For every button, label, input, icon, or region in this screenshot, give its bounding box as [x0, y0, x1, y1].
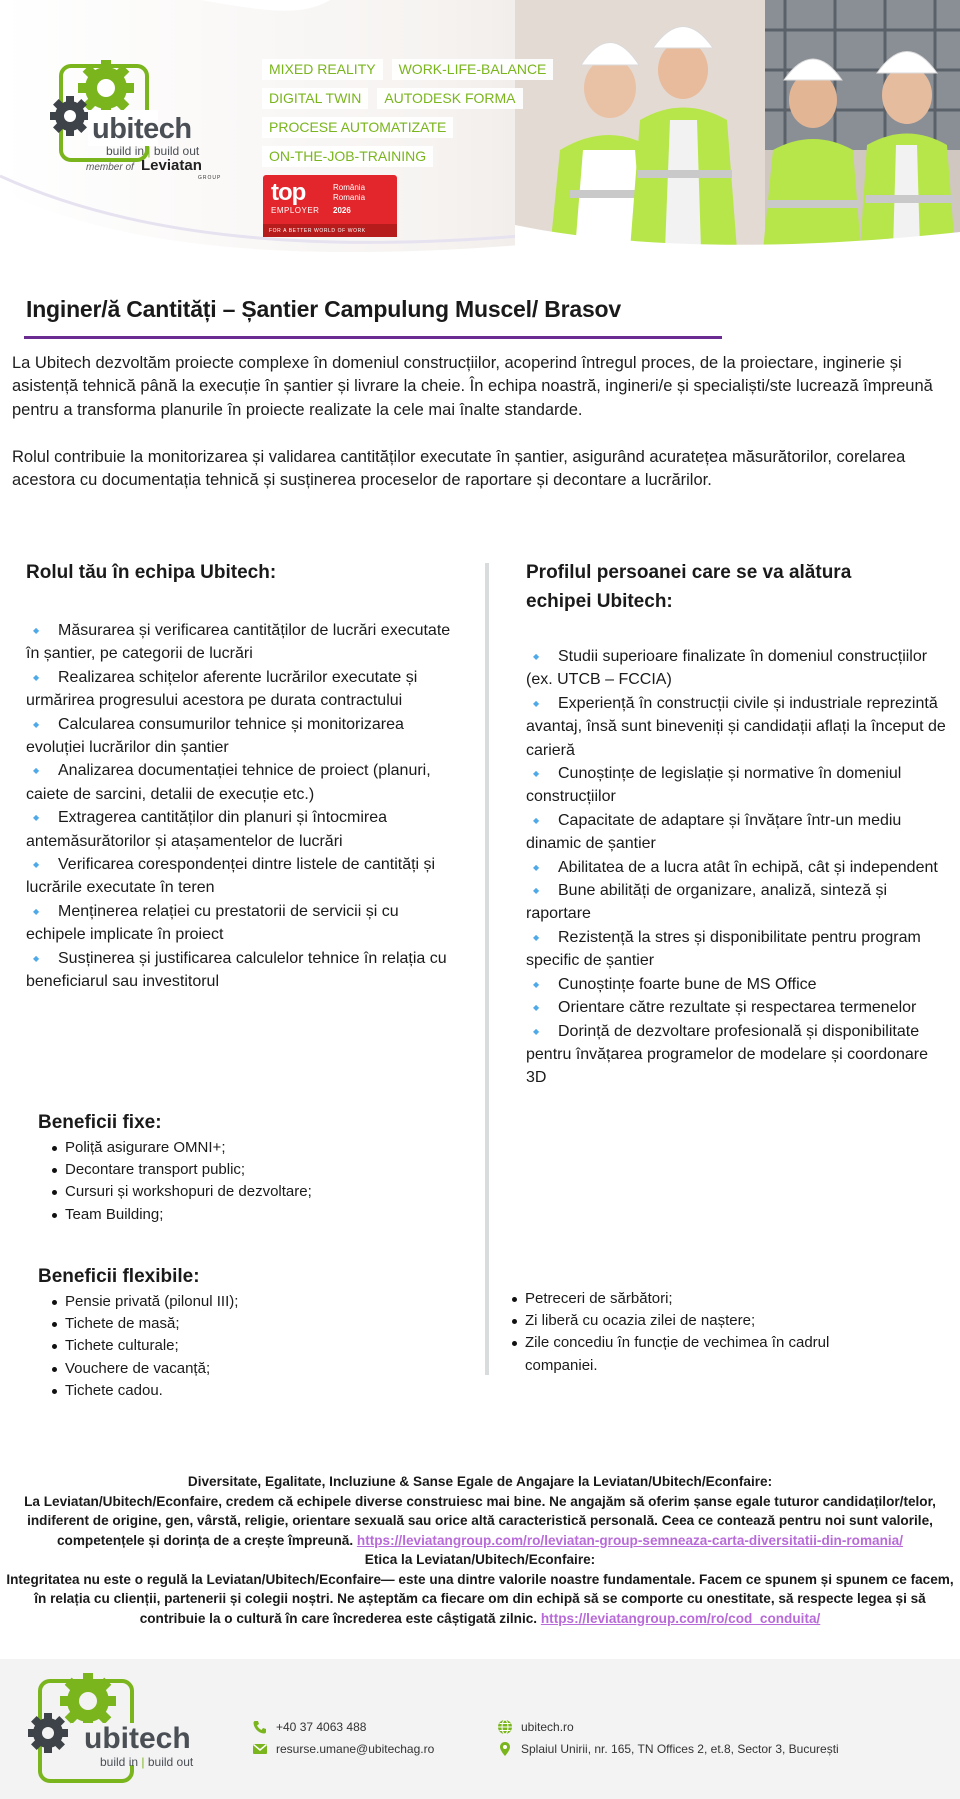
profile-heading: Profilul persoanei care se va alătura echipei Ubitech:	[526, 562, 852, 612]
logo-tagline: build in | build out	[106, 144, 200, 158]
list-item: ◆ Măsurarea și verificarea cantităților de lucrări executate în șantier, pe categorii de lucrări	[26, 619, 456, 666]
list-item: Cursuri și workshopuri de dezvoltare;	[65, 1181, 465, 1203]
role-heading: Rolul tău în echipa Ubitech:	[26, 562, 277, 583]
diversity-link[interactable]: https://leviatangroup.com/ro/leviatan-group-semneaza-carta-diversitatii-din-romania/	[356, 1532, 904, 1548]
footer-address: Splaiul Unirii, nr. 165, TN Offices 2, et.8, Sector 3, București	[497, 1741, 839, 1757]
list-item: Tichete culturale;	[65, 1335, 465, 1357]
tag-mixed-reality: MIXED REALITY	[262, 59, 383, 80]
job-title: Inginer/ă Cantități – Șantier Campulung Muscel/ Brasov	[26, 296, 621, 322]
list-item: ◆ Dorință de dezvoltare profesională și disponibilitate pentru învățarea programelor de modelare și coordonare 3D	[526, 1020, 946, 1090]
top-employer-mark: top	[271, 179, 306, 206]
phone-icon	[252, 1719, 268, 1735]
list-item: ◆ Analizarea documentației tehnice de proiect (planuri, caiete de sarcini, detalii de execuție etc.)	[26, 759, 456, 806]
list-item: ◆ Calcularea consumurilor tehnice și monitorizarea evoluției lucrărilor din șantier	[26, 713, 456, 760]
list-item: Team Building;	[65, 1204, 465, 1226]
top-employer-year: 2026	[333, 206, 351, 215]
flexible-benefits-list	[65, 1291, 465, 1402]
flexible-benefits-list-more	[525, 1288, 885, 1377]
intro-paragraph-company: La Ubitech dezvoltăm proiecte complexe în domeniul construcțiilor, acoperind întregul proces, de la proiectare, inginerie și asistență tehnică până la execuție în șantier și livrare la cheie. În echipa noastră, ingineri/e și specialiști/ste lucrează împreună pentru a transforma planurile în proiecte realizate la cele mai înalte standarde.	[12, 354, 933, 419]
list-item: ◆ Orientare către rezultate și respectarea termenelor	[526, 996, 946, 1019]
list-item: ◆ Susținerea și justificarea calculelor tehnice în relația cu beneficiarul sau investitorul	[26, 947, 456, 994]
location-pin-icon	[497, 1741, 513, 1757]
list-item: ◆ Extragerea cantităților din planuri și întocmirea antemăsurătorilor și atașamentelor de lucrări	[26, 806, 456, 853]
member-group: GROUP	[198, 175, 222, 181]
footer-wordmark: ubitech	[84, 1722, 191, 1755]
list-item: Petreceri de sărbători;	[525, 1288, 885, 1310]
tag-procese-automatizate: PROCESE AUTOMATIZATE	[262, 117, 453, 138]
list-item: ◆ Abilitatea de a lucra atât în echipă, cât și independent	[526, 856, 946, 879]
list-item: Tichete cadou.	[65, 1380, 465, 1402]
feature-tags	[262, 59, 562, 175]
intro-paragraph-role: Rolul contribuie la monitorizarea și validarea cantităților executate în șantier, asigurând acuratețea măsurătorilor, corelarea acestora cu documentația tehnică și susținerea proceselor de raportare și decontare a lucrărilor.	[12, 447, 906, 490]
list-item: Pensie privată (pilonul III);	[65, 1291, 465, 1313]
diversity-paragraph: La Leviatan/Ubitech/Econfaire, credem că echipele diverse construiesc mai bine. Ne angajăm să oferim șanse egale tuturor candidaților/telor, indiferent de origine, gen, vârstă, religie, orientare sexuală sau orice altă caracteristică personală. Ceea ce contează pentru noi sunt valorile, competențele și dorința de a crește împreună. https://leviatangroup.com/ro/leviatan-group-semneaza-carta-diversitatii-din-romania/	[24, 1493, 936, 1548]
job-intro	[12, 352, 942, 492]
footer-email[interactable]: resurse.umane@ubitechag.ro	[252, 1741, 434, 1757]
title-underline	[24, 336, 722, 339]
list-item: ◆ Capacitate de adaptare și învățare într-un mediu dinamic de șantier	[526, 809, 946, 856]
profile-list	[526, 645, 946, 1090]
list-item: Poliță asigurare OMNI+;	[65, 1137, 465, 1159]
footer-logo	[26, 1671, 201, 1789]
list-item: Zile concediu în funcție de vechimea în cadrul companiei.	[525, 1332, 885, 1376]
tag-on-the-job-training: ON-THE-JOB-TRAINING	[262, 146, 433, 167]
ethics-link[interactable]: https://leviatangroup.com/ro/cod_conduita/	[540, 1610, 821, 1626]
fixed-benefits-list	[65, 1137, 465, 1226]
list-item: ◆ Experiență în construcții civile și industriale reprezintă avantaj, însă sunt bineveniți și candidații aflați la început de carieră	[526, 692, 946, 762]
logo-wordmark: ubitech	[92, 113, 192, 145]
role-list	[26, 619, 456, 994]
member-brand: Leviatan	[141, 157, 202, 174]
workers-photo	[515, 0, 960, 250]
list-item: ◆ Bune abilități de organizare, analiză, sinteză și raportare	[526, 879, 946, 926]
top-employer-badge	[263, 175, 397, 237]
list-item: ◆ Realizarea schițelor aferente lucrărilor executate și urmărirea progresului acestora pe durata contractului	[26, 666, 456, 713]
ubitech-logo	[48, 58, 222, 188]
list-item: ◆ Verificarea corespondenței dintre listele de cantități și lucrările executate în teren	[26, 853, 456, 900]
header-banner	[0, 0, 960, 272]
footer	[0, 1659, 960, 1799]
top-employer-label: EMPLOYER	[271, 206, 320, 215]
diversity-section	[0, 1472, 960, 1628]
top-employer-slogan: FOR A BETTER WORLD OF WORK	[263, 224, 397, 237]
mail-icon	[252, 1741, 268, 1757]
list-item: Zi liberă cu ocazia zilei de naștere;	[525, 1310, 885, 1332]
ethics-paragraph: Integritatea nu este o regulă la Leviatan/Ubitech/Econfaire— este una dintre valorile noastre fundamentale. Facem ce spunem și spunem ce facem, în relația cu clienții, partenerii și colegii noștri. Ne așteptăm ca fiecare om din echipă să se comporte cu onestitate, să respecte legea și să contribuie la o cultură în care încrederea este câștigată zilnic. https://leviatangroup.com/ro/cod_conduita/	[6, 1571, 954, 1626]
member-of-label: member of	[86, 162, 134, 173]
globe-icon	[497, 1719, 513, 1735]
column-divider	[485, 563, 489, 1375]
flexible-benefits-heading: Beneficii flexibile:	[38, 1266, 200, 1287]
tag-digital-twin: DIGITAL TWIN	[262, 88, 368, 109]
list-item: ◆ Cunoștințe de legislație și normative în domeniul construcțiilor	[526, 762, 946, 809]
list-item: Tichete de masă;	[65, 1313, 465, 1335]
fixed-benefits-heading: Beneficii fixe:	[38, 1112, 162, 1133]
tag-work-life-balance: WORK-LIFE-BALANCE	[392, 59, 554, 80]
list-item: Decontare transport public;	[65, 1159, 465, 1181]
list-item: ◆ Cunoștințe foarte bune de MS Office	[526, 973, 946, 996]
list-item: Vouchere de vacanță;	[65, 1358, 465, 1380]
footer-website[interactable]: ubitech.ro	[497, 1719, 574, 1735]
diversity-heading: Diversitate, Egalitate, Incluziune & Sanse Egale de Angajare la Leviatan/Ubitech/Econfaire:	[187, 1474, 773, 1489]
ethics-heading: Etica la Leviatan/Ubitech/Econfaire:	[364, 1552, 596, 1567]
footer-phone[interactable]: +40 37 4063 488	[252, 1719, 366, 1735]
list-item: ◆ Rezistență la stres și disponibilitate pentru program specific de șantier	[526, 926, 946, 973]
tag-autodesk-forma: AUTODESK FORMA	[377, 88, 522, 109]
list-item: ◆ Studii superioare finalizate în domeniul construcțiilor (ex. UTCB – FCCIA)	[526, 645, 946, 692]
top-employer-country: România Romania	[333, 183, 366, 202]
list-item: ◆ Menținerea relației cu prestatorii de servicii și cu echipele implicate în proiect	[26, 900, 456, 947]
footer-tagline: build in | build out	[100, 1755, 194, 1769]
